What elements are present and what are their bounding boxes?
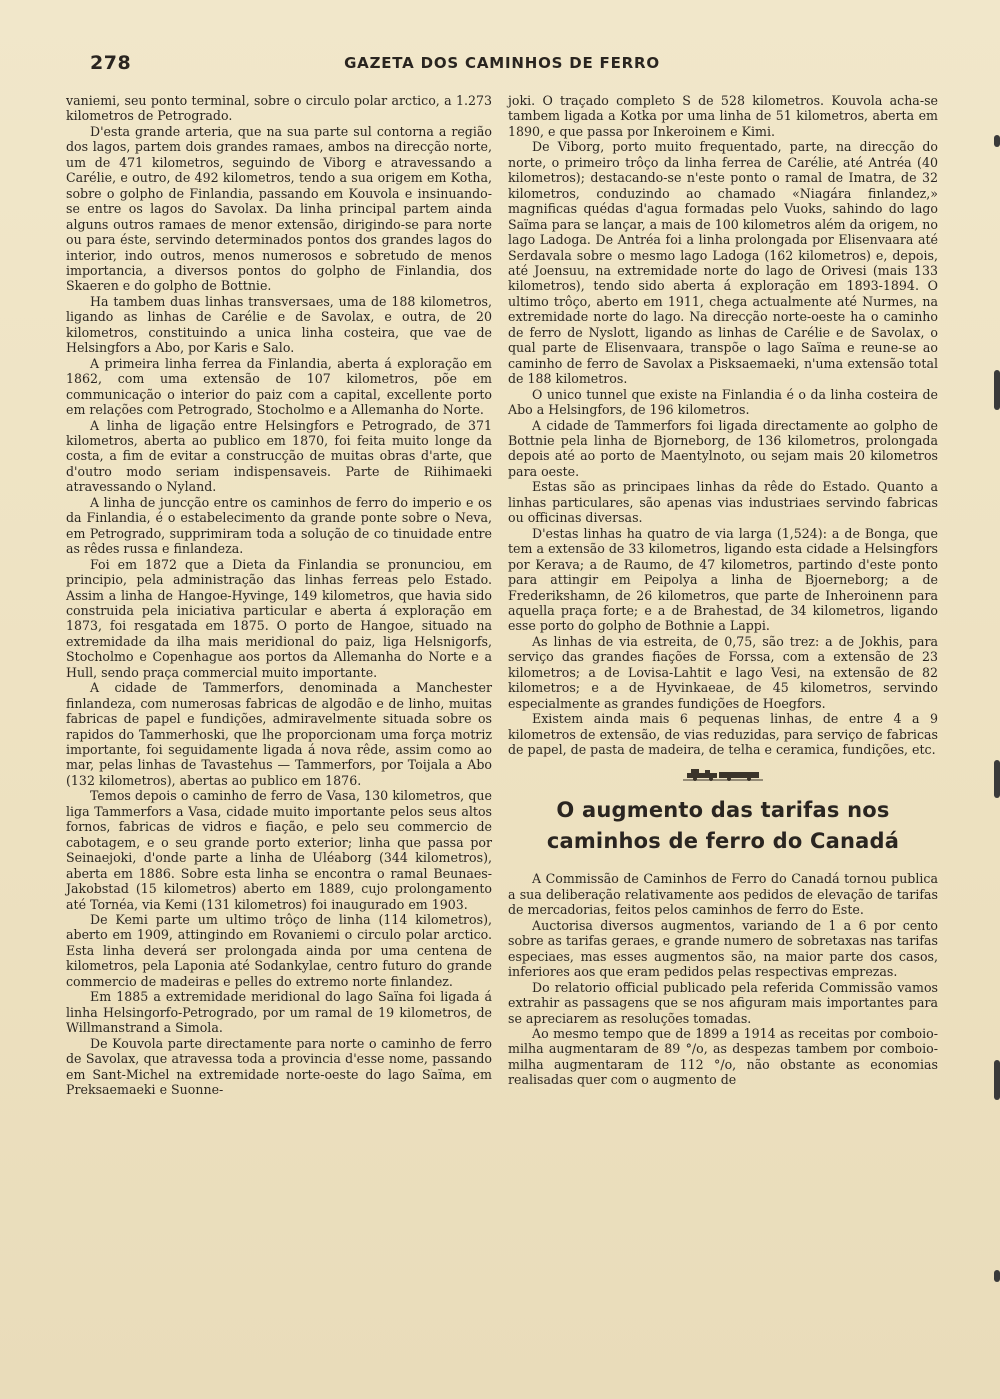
paragraph: De Kemi parte um ultimo trôço de linha (114 kilometros), aberto em 1909, attingindo em Rovaniemi o circulo polar arctico. Esta linha deverá ser prolongada ainda por uma centena de kilometros, pela Laponia até Sodankylae, centro futuro do grande commercio de madeiras e pelles do extremo norte finlandez. — [66, 912, 492, 989]
paragraph: Ha tambem duas linhas transversaes, uma de 188 kilometros, ligando as linhas de Carélie e de Savolax, e outra, de 20 kilometros, constituindo a unica linha costeira, que vae de Helsingfors a Abo, por Karis e Salo. — [66, 293, 492, 356]
paragraph: Estas são as principaes linhas da rêde do Estado. Quanto a linhas particulares, são apenas vias industriaes servindo fabricas ou officinas diversas. — [508, 479, 938, 526]
edge-mark — [994, 760, 1000, 798]
journal-title: GAZETA DOS CAMINHOS DE FERRO — [344, 54, 660, 72]
left-column — [66, 93, 492, 1378]
paragraph: Em 1885 a extremidade meridional do lago Saïna foi ligada á linha Helsingorfo-Petrogrado, por um ramal de 19 kilometros, de Willmanstrand a Simola. — [66, 989, 492, 1036]
paragraph: vaniemi, seu ponto terminal, sobre o circulo polar arctico, a 1.273 kilometros de Petrogrado. — [66, 93, 492, 124]
paragraph: Existem ainda mais 6 pequenas linhas, de entre 4 a 9 kilometros de extensão, de vias reduzidas, para serviço de fabricas de papel, de pasta de madeira, de telha e ceramica, fundições, etc. — [508, 711, 938, 758]
paragraph: De Kouvola parte directamente para norte o caminho de ferro de Savolax, que atravessa toda a provincia d'esse nome, passando em Sant-Michel na extremidade norte-oeste do lago Saïma, em Preksaemaeki e Suonne- — [66, 1035, 492, 1097]
paragraph: A linha de ligação entre Helsingfors e Petrogrado, de 371 kilometros, aberta ao publico em 1870, foi feita muito longe da costa, a fim de evitar a construcção de muitas obras d'arte, que d'outro modo seriam indispensaveis. Parte de Riihimaeki atravessando o Nyland. — [66, 417, 492, 495]
page-number: 278 — [90, 52, 132, 74]
paragraph: A cidade de Tammerfors foi ligada directamente ao golpho de Bottnie pela linha de Bjorneborg, de 136 kilometros, prolongada depois até ao porto de Maentylnoto, ou sejam mais 20 kilometros para oeste. — [508, 417, 938, 479]
edge-mark — [994, 1060, 1000, 1100]
paragraph: joki. O traçado completo S de 528 kilometros. Kouvola acha-se tambem ligada a Kotka por uma linha de 51 kilometros, aberta em 1890, e que passa por Inkeroinem e Kimi. — [508, 93, 938, 139]
page-header — [66, 50, 938, 78]
paragraph: A linha de juncção entre os caminhos de ferro do imperio e os da Finlandia, é o estabelecimento da grande ponte sobre o Neva, em Petrogrado, supprimiram toda a solução de co tinuidade entre as rêdes russa e finlandeza. — [66, 494, 492, 557]
paragraph: D'estas linhas ha quatro de via larga (1,524): a de Bonga, que tem a extensão de 33 kilometros, ligando esta cidade a Helsingfors por Kerava; a de Raumo, de 47 kilometros, partindo d'este ponto para attingir em Peipolya a linha de Bjoerneborg; a de Frederikshamn, de 26 kilometros, que parte de Inheroinenn para aquella praça forte; e a de Brahestad, de 34 kilometros, ligando esse porto do golpho de Bothnie a Lappi. — [508, 525, 938, 634]
right-column — [508, 93, 938, 1378]
edge-mark — [994, 1270, 1000, 1282]
paragraph: A primeira linha ferrea da Finlandia, aberta á exploração em 1862, com uma extensão de 107 kilometros, põe em communicação o interior do paiz com a capital, excellente porto em relações com Petrogrado, Stocholmo e a Allemanha do Norte. — [66, 355, 492, 418]
paragraph: De Viborg, porto muito frequentado, parte, na direcção do norte, o primeiro trôço da linha ferrea de Carélie, até Antréa (40 kilometros); destacando-se n'este ponto o ramal de Imatra, de 32 kilometros, conduzindo ao chamado «Niagára finlandez,» magnificas quédas d'agua formadas pelo Vuoks, sahindo do lago Saïma para se lançar, a mais de 100 kilometros além da origem, no lago Ladoga. De Antréa foi a linha prolongada por Elisenvaara até Serdavala sobre o mesmo lago Ladoga (162 kilometros) e, depois, até Joensuu, na extremidade norte do lago de Orivesi (mais 133 kilometros), tendo sido aberta á exploração em 1893-1894. O ultimo trôço, aberto em 1911, chega actualmente até Nurmes, na extremidade norte do lago. Na direcção norte-oeste ha o caminho de ferro de Nyslott, ligando as linhas de Carélie e de Savolax, o qual parte de Elisenvaara, transpõe o lago Saïma e reune-se ao caminho de ferro de Savolax a Pisksaemaeki, n'uma extensão total de 188 kilometros. — [508, 139, 938, 387]
paragraph: D'esta grande arteria, que na sua parte sul contorna a região dos lagos, partem dois grandes ramaes, ambos na direcção norte, um de 471 kilometros, seguindo de Viborg e atravessando a Carélie, e outro, de 492 kilometros, tendo a sua origem em Kotha, sobre o golpho de Finlandia, passando em Kouvola e insinuando-se entre os lagos do Savolax. Da linha principal partem ainda alguns outros ramaes de menor extensão, dirigindo-se para norte ou para éste, servindo determinados pontos dos grandes lagos do interior, indo outros, menos numerosos e sobretudo de menos importancia, a diversos pontos do golpho de Finlandia, dos Skaeren e do golpho de Bottnie. — [66, 123, 492, 294]
article-paragraph: Ao mesmo tempo que de 1899 a 1914 as receitas por comboio-milha augmentaram de 89 °/o, as despezas tambem por comboio-milha augmentaram de 112 °/o, não obstante as economias realisadas quer com o augmento de — [508, 1026, 938, 1088]
paragraph: Foi em 1872 que a Dieta da Finlandia se pronunciou, em principio, pela administração das linhas ferreas pelo Estado. Assim a linha de Hangoe-Hyvinge, 149 kilometros, que havia sido construida pela iniciativa particular e aberta á exploração em 1873, foi resgatada em 1875. O porto de Hangoe, situado na extremidade da ilha mais meridional do paiz, liga Helsnigorfs, Stocholmo e Copenhague aos portos da Allemanha do Norte e a Hull, sendo praça commercial muito importante. — [66, 556, 492, 680]
locomotive-ornament-icon — [683, 767, 763, 781]
article-paragraph: A Commissão de Caminhos de Ferro do Canadá tornou publica a sua deliberação relativamente aos pedidos de elevação de tarifas de mercadorias, feitos pelos caminhos de ferro do Este. — [508, 871, 938, 918]
paragraph: A cidade de Tammerfors, denominada a Manchester finlandeza, com numerosas fabricas de algodão e de linho, muitas fabricas de papel e fundições, admiravelmente situada sobre os rapidos do Tammerhoski, que lhe proporcionam uma força motriz importante, foi seguidamente ligada á nova rêde, assim como ao mar, pelas linhas de Tavastehus — Tammerfors, por Toijala a Abo (132 kilometros), abertas ao publico em 1876. — [66, 680, 492, 788]
paragraph: As linhas de via estreita, de 0,75, são trez: a de Jokhis, para serviço das grandes fiações de Forssa, com a extensão de 23 kilometros; a de Lovisa-Lahtit e lago Vesi, na extensão de 82 kilometros; e a de Hyvinkaeae, de 45 kilometros, servindo especialmente as grandes fundições de Hoegfors. — [508, 633, 938, 711]
paragraph: Temos depois o caminho de ferro de Vasa, 130 kilometros, que liga Tammerfors a Vasa, cidade muito importante pelos seus altos fornos, fabricas de vidros e fiação, e pelo seu commercio de cabotagem, e o seu grande porto exterior; linha que passa por Seinaejoki, d'onde parte a linha de Uléaborg (344 kilometros), aberta em 1886. Sobre esta linha se encontra o ramal Beunaes-Jakobstad (15 kilometros) aberto em 1889, cujo prolongamento até Tornéa, via Kemi (131 kilometros) foi inaugurado em 1903. — [66, 788, 492, 912]
paragraph: O unico tunnel que existe na Finlandia é o da linha costeira de Abo a Helsingfors, de 196 kilometros. — [508, 386, 938, 418]
article-paragraph: Do relatorio official publicado pela referida Commissão vamos extrahir as passagens que se nos afiguram mais importantes para se apreciarem as resoluções tomadas. — [508, 979, 938, 1026]
article-title: O augmento das tarifas nos caminhos de ferro do Canadá — [546, 798, 900, 854]
article-paragraph: Auctorisa diversos augmentos, variando de 1 a 6 por cento sobre as tarifas geraes, e grande numero de sobretaxas nas tarifas especiaes, mas esses augmentos são, na maior parte dos casos, inferiores aos que eram pedidos pelas respectivas emprezas. — [508, 917, 938, 980]
edge-mark — [994, 370, 1000, 410]
edge-mark — [994, 135, 1000, 147]
